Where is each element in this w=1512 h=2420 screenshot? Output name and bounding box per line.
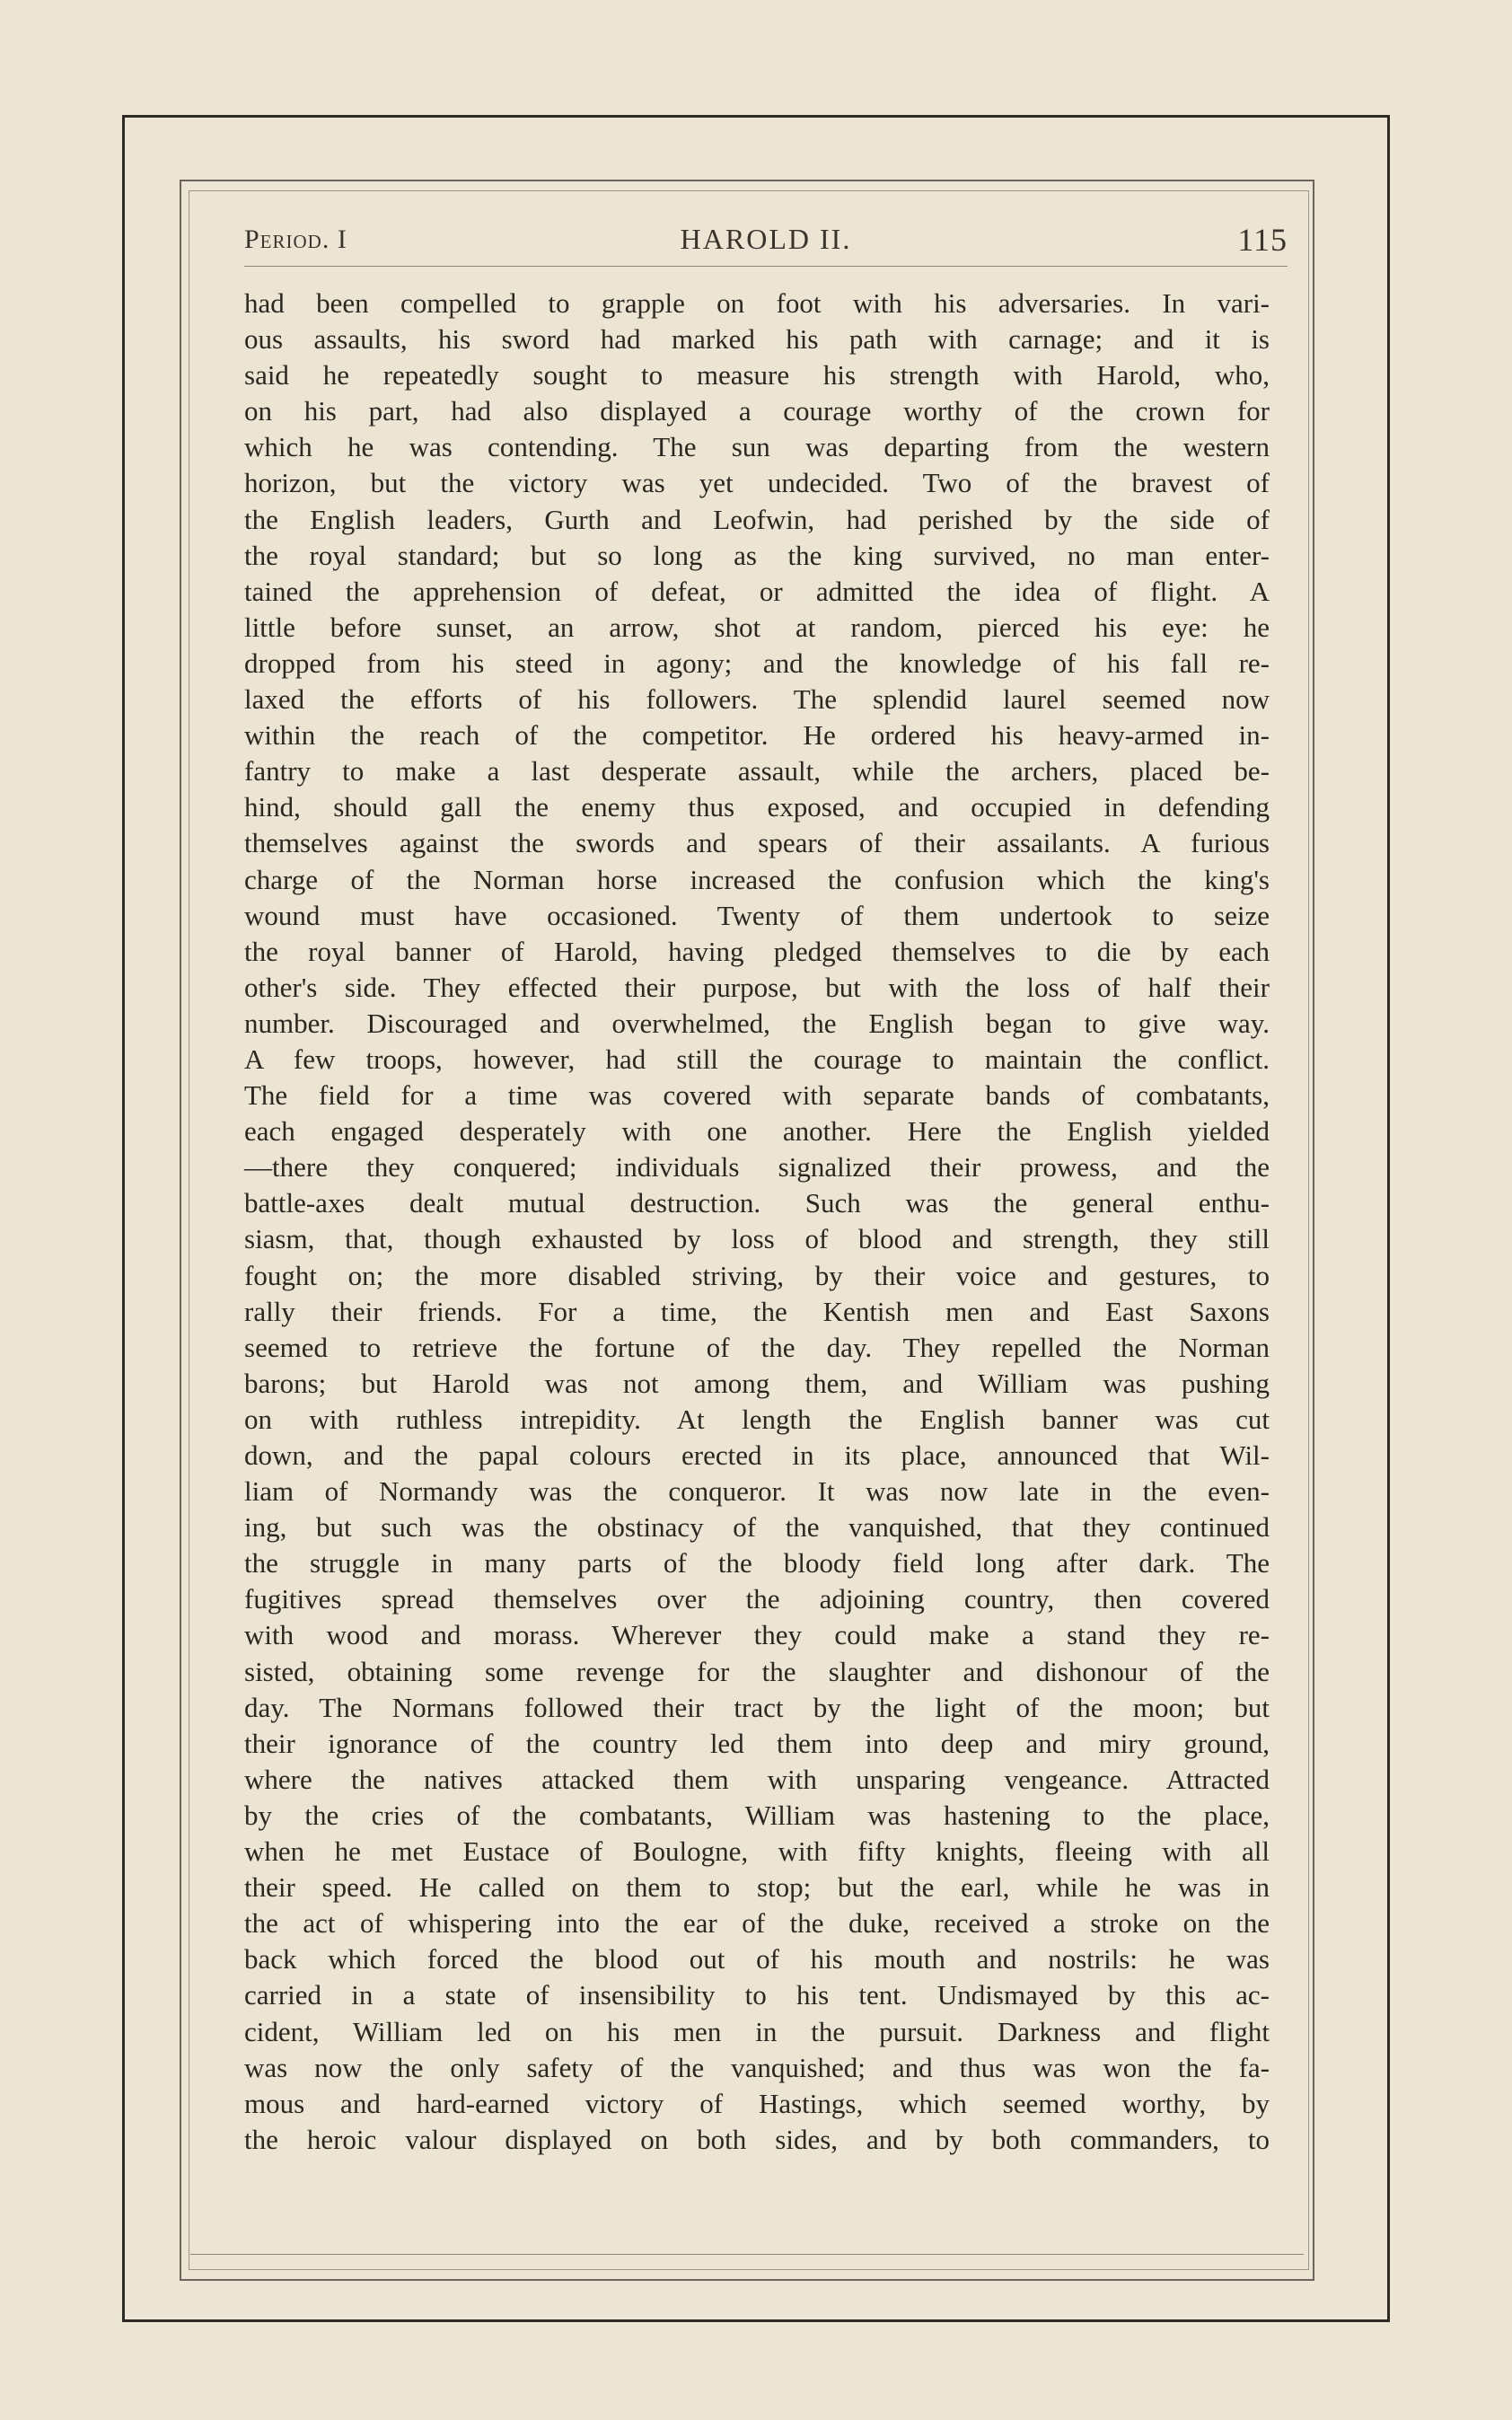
text-line: with wood and morass. Wherever they could make a stand they re- [244, 1619, 1270, 1651]
text-line: tained the apprehension of defeat, or admitted the idea of flight. A [244, 575, 1270, 607]
text-line: within the reach of the competitor. He ordered his heavy-armed in- [244, 719, 1270, 752]
text-line: number. Discouraged and overwhelmed, the English began to give way. [244, 1007, 1270, 1039]
text-line: back which forced the blood out of his mouth and nostrils: he was [244, 1943, 1270, 1976]
text-line: which he was contending. The sun was departing from the western [244, 431, 1270, 463]
text-line: wound must have occasioned. Twenty of them undertook to seize [244, 899, 1270, 931]
text-line: liam of Normandy was the conqueror. It was now late in the even- [244, 1475, 1270, 1508]
text-line: ing, but such was the obstinacy of the vanquished, that they continued [244, 1511, 1270, 1544]
text-line: when he met Eustace of Boulogne, with fifty knights, fleeing with all [244, 1835, 1270, 1868]
text-line: their speed. He called on them to stop; but the earl, while he was in [244, 1871, 1270, 1904]
text-line: mous and hard-earned victory of Hastings, which seemed worthy, by [244, 2087, 1270, 2119]
text-line: horizon, but the victory was yet undecided. Two of the bravest of [244, 467, 1270, 499]
text-line: carried in a state of insensibility to his tent. Undismayed by this ac- [244, 1979, 1270, 2011]
text-line: barons; but Harold was not among them, and William was pushing [244, 1367, 1270, 1399]
text-line: seemed to retrieve the fortune of the day. They repelled the Norman [244, 1331, 1270, 1363]
body-text [244, 286, 1270, 2158]
text-line: other's side. They effected their purpose, but with the loss of half their [244, 971, 1270, 1003]
text-line: cident, William led on his men in the pursuit. Darkness and flight [244, 2015, 1270, 2047]
text-line: each engaged desperately with one another. Here the English yielded [244, 1115, 1270, 1148]
text-line: the English leaders, Gurth and Leofwin, had perished by the side of [244, 503, 1270, 535]
text-line: on his part, had also displayed a courage worthy of the crown for [244, 395, 1270, 427]
text-line: had been compelled to grapple on foot with his adversaries. In vari- [244, 287, 1270, 319]
text-line: their ignorance of the country led them into deep and miry ground, [244, 1727, 1270, 1759]
text-line: charge of the Norman horse increased the confusion which the king's [244, 863, 1270, 895]
running-head-period: Period. I [244, 224, 347, 254]
text-line: fought on; the more disabled striving, by their voice and gestures, to [244, 1259, 1270, 1291]
text-line: day. The Normans followed their tract by the light of the moon; but [244, 1691, 1270, 1723]
text-line: the royal standard; but so long as the king survived, no man enter- [244, 539, 1270, 571]
text-line: sisted, obtaining some revenge for the slaughter and dishonour of the [244, 1655, 1270, 1687]
text-line: laxed the efforts of his followers. The splendid laurel seemed now [244, 683, 1270, 716]
text-line: themselves against the swords and spears of their assailants. A furious [244, 827, 1270, 859]
text-line: dropped from his steed in agony; and the knowledge of his fall re- [244, 647, 1270, 679]
running-head-title: HAROLD II. [680, 223, 852, 255]
text-line: —there they conquered; individuals signalized their prowess, and the [244, 1151, 1270, 1184]
text-line: said he repeatedly sought to measure his strength with Harold, who, [244, 359, 1270, 392]
footer-rule [190, 2254, 1304, 2255]
running-head [244, 219, 1288, 264]
header-rule [244, 266, 1288, 267]
text-line: the royal banner of Harold, having pledged themselves to die by each [244, 935, 1270, 967]
text-line: fugitives spread themselves over the adjoining country, then covered [244, 1583, 1270, 1615]
text-line: down, and the papal colours erected in its place, announced that Wil- [244, 1439, 1270, 1471]
text-line: The field for a time was covered with separate bands of combatants, [244, 1079, 1270, 1112]
text-line: fantry to make a last desperate assault, while the archers, placed be- [244, 755, 1270, 788]
text-line: the heroic valour displayed on both sides, and by both commanders, to [244, 2123, 1270, 2155]
text-line: was now the only safety of the vanquished; and thus was won the fa- [244, 2051, 1270, 2083]
text-line: on with ruthless intrepidity. At length the English banner was cut [244, 1403, 1270, 1435]
text-line: rally their friends. For a time, the Kentish men and East Saxons [244, 1295, 1270, 1327]
text-line: by the cries of the combatants, William was hastening to the place, [244, 1799, 1270, 1831]
text-line: ous assaults, his sword had marked his path with carnage; and it is [244, 323, 1270, 356]
text-line: A few troops, however, had still the courage to maintain the conflict. [244, 1043, 1270, 1075]
text-line: the struggle in many parts of the bloody field long after dark. The [244, 1547, 1270, 1580]
text-line: little before sunset, an arrow, shot at random, pierced his eye: he [244, 611, 1270, 643]
text-line: battle-axes dealt mutual destruction. Such was the general enthu- [244, 1187, 1270, 1219]
text-line: where the natives attacked them with unsparing vengeance. Attracted [244, 1763, 1270, 1795]
text-line: hind, should gall the enemy thus exposed, and occupied in defending [244, 791, 1270, 823]
text-line: the act of whispering into the ear of the duke, received a stroke on the [244, 1907, 1270, 1940]
text-line: siasm, that, though exhausted by loss of blood and strength, they still [244, 1223, 1270, 1255]
page-number: 115 [1237, 222, 1288, 258]
